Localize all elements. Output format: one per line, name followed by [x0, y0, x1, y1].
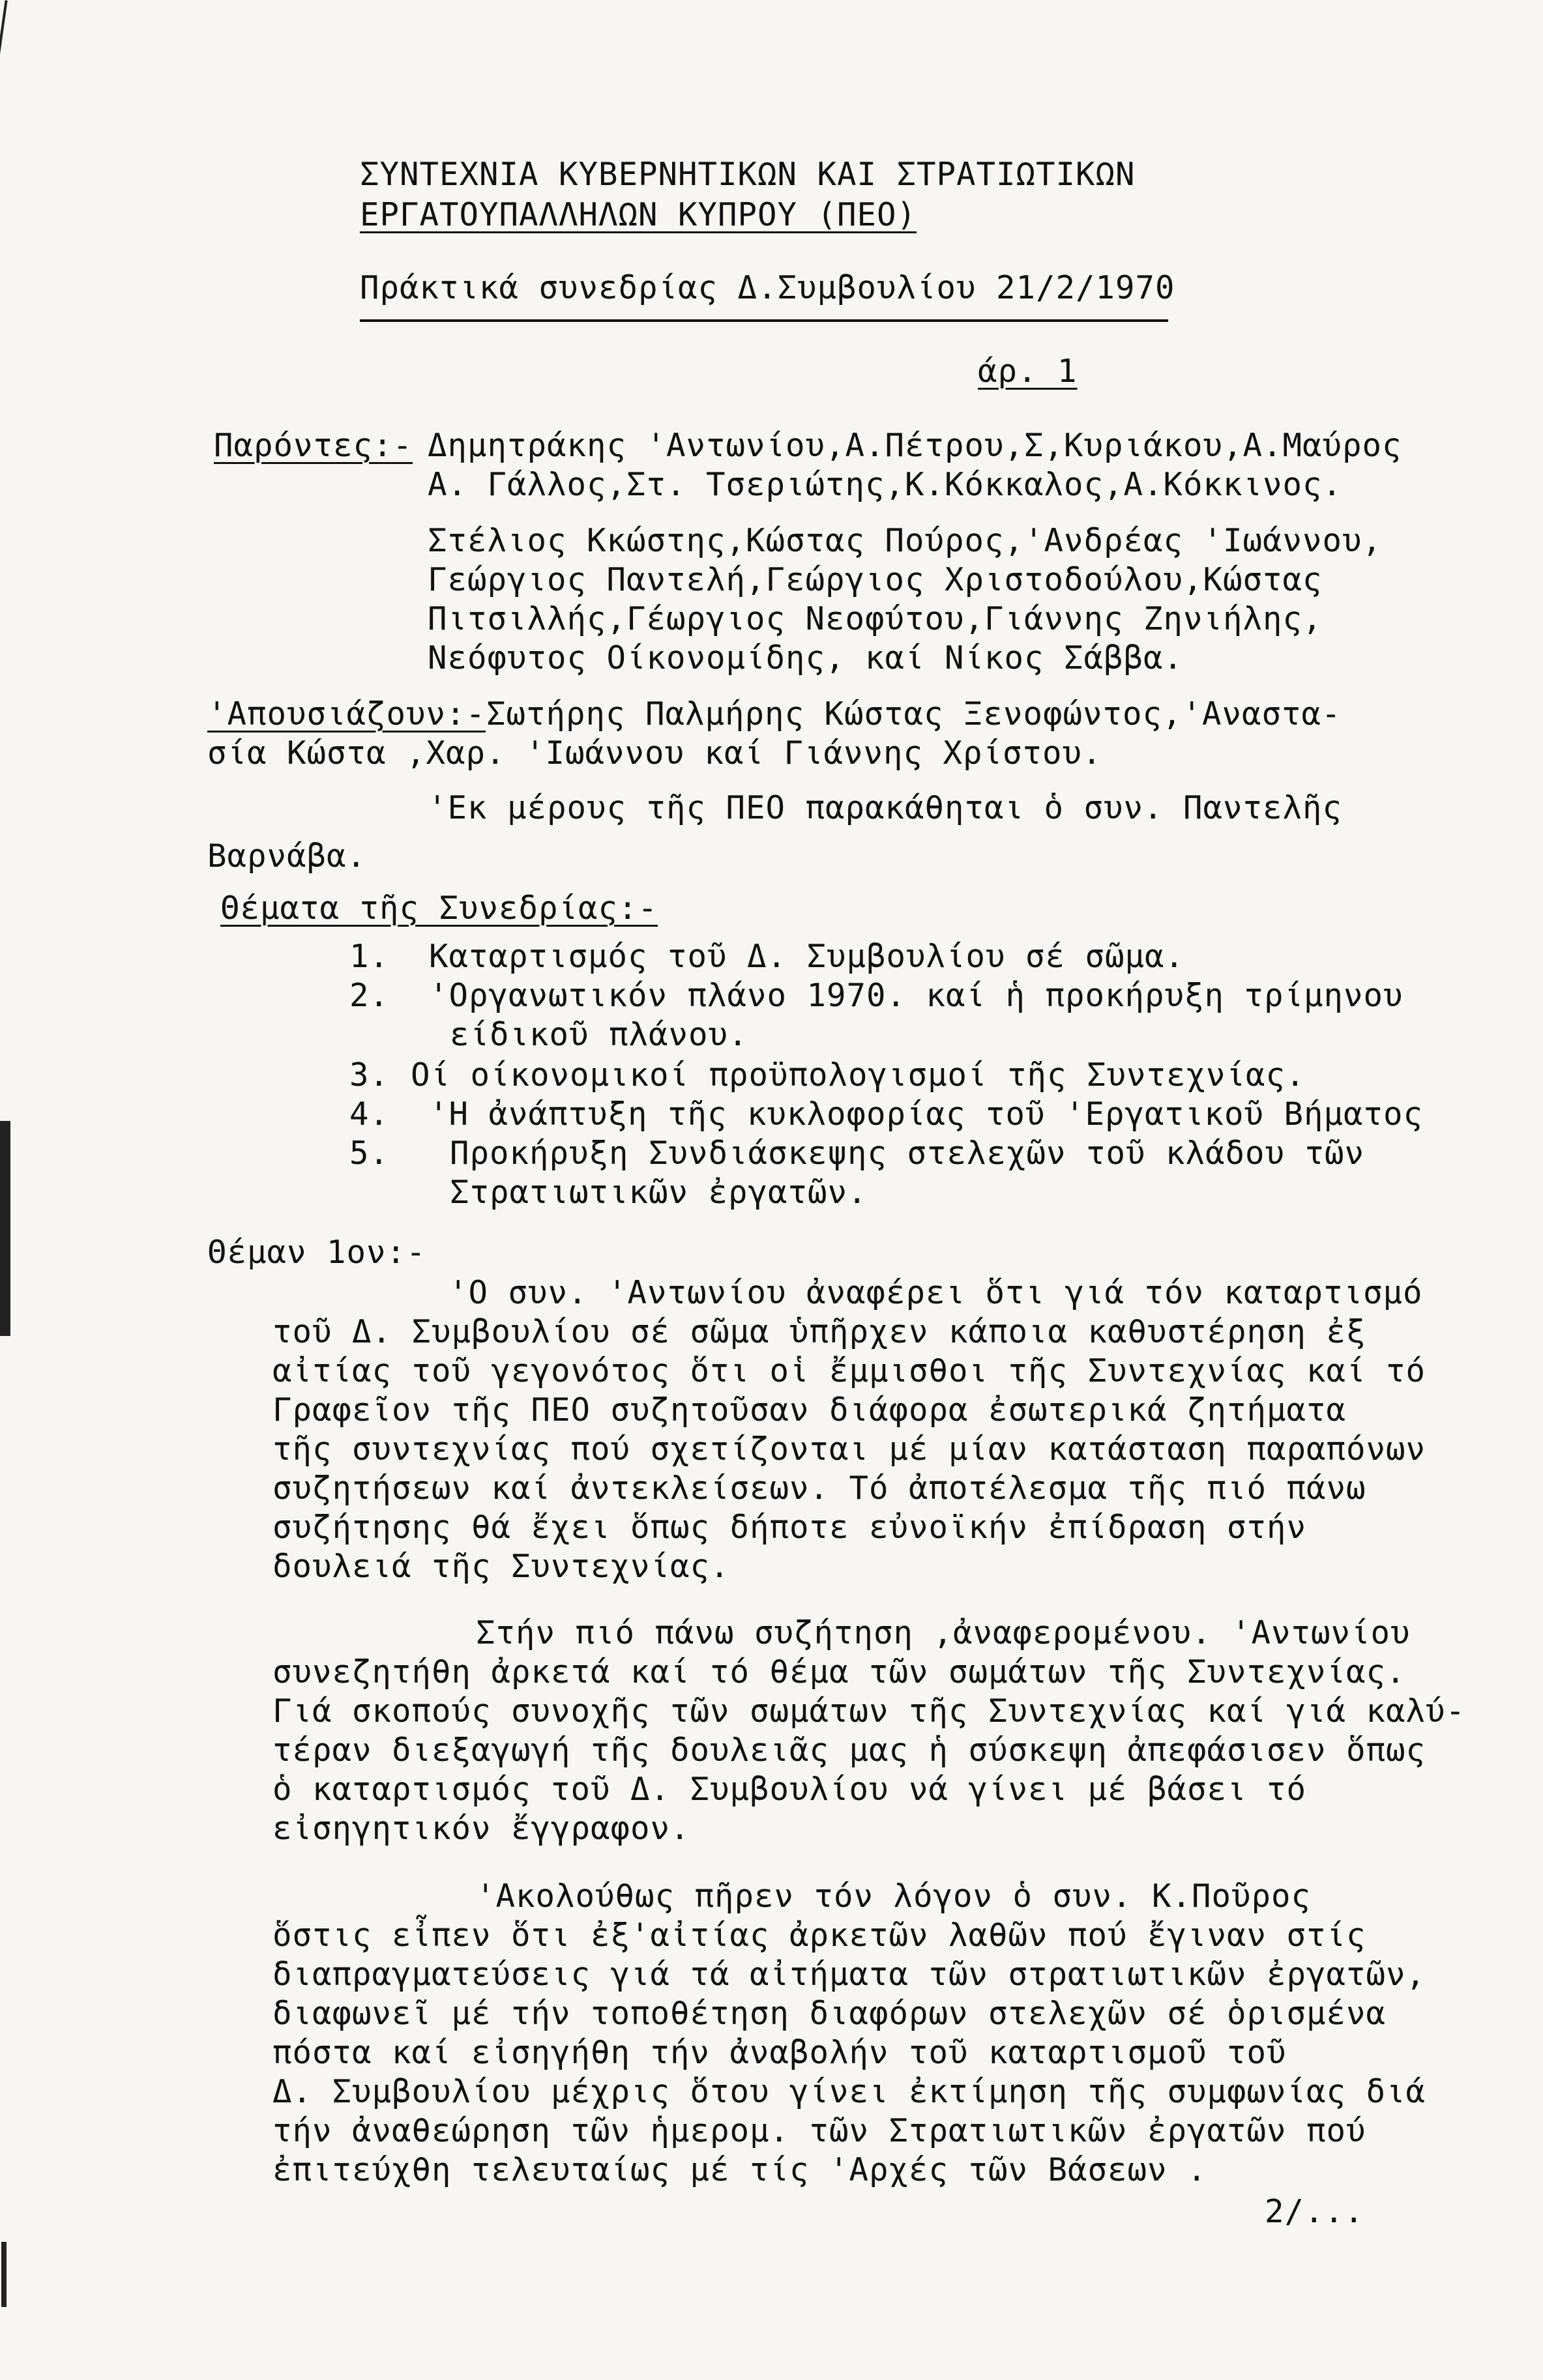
body-line: τέραν διεξαγωγή τῆς δουλειᾶς μας ἡ σύσκεψη ἀπεφάσισεν ὅπως: [272, 1732, 1426, 1769]
scan-mark: [0, 0, 8, 71]
body-line: 'Ο συν. 'Αντωνίου ἀναφέρει ὅτι γιά τόν καταρτισμό: [448, 1274, 1423, 1311]
agenda-num: 1.: [349, 938, 390, 975]
topic-label: Θέμαν 1ον:-: [207, 1234, 426, 1271]
agenda-item: Στρατιωτικῶν ἐργατῶν.: [450, 1174, 868, 1211]
agenda-num: 3.: [349, 1056, 390, 1094]
agenda-num: 4.: [349, 1096, 390, 1133]
agenda-item: Προκήρυξη Συνδιάσκεψης στελεχῶν τοῦ κλάδου τῶν: [450, 1135, 1365, 1172]
body-line: αἰτίας τοῦ γεγονότος ὅτι οἱ ἔμμισθοι τῆς Συντεχνίας καί τό: [272, 1352, 1426, 1389]
body-line: πόστα καί εἰσηγήθη τήν ἀναβολήν τοῦ καταρτισμοῦ τοῦ: [272, 2034, 1287, 2071]
agenda-num: 5.: [349, 1135, 390, 1172]
absent-line: σία Κώστα ,Χαρ. 'Ιωάννου καί Γιάννης Χρίστου.: [207, 734, 1102, 772]
body-line: συνεζητήθη ἀρκετά καί τό θέμα τῶν σωμάτων τῆς Συντεχνίας.: [272, 1653, 1406, 1691]
agenda-item: είδικοῦ πλάνου.: [450, 1016, 748, 1053]
present-line: Στέλιος Κκώστης,Κώστας Πούρος,'Ανδρέας 'Ιωάννου,: [428, 522, 1383, 559]
body-line: ὅστις εἶπεν ὅτι ἐξ'αἰτίας ἀρκετῶν λαθῶν πού ἔγιναν στίς: [272, 1917, 1366, 1954]
body-line: 'Ακολούθως πῆρεν τόν λόγον ὁ συν. Κ.Ποῦρος: [476, 1878, 1312, 1915]
body-line: διαπραγματεύσεις γιά τά αἰτήματα τῶν στρατιωτικῶν ἐργατῶν,: [272, 1956, 1426, 1993]
body-line: τῆς συντεχνίας πού σχετίζονται μέ μίαν κατάσταση παραπόνων: [272, 1430, 1426, 1468]
present-line: Νεόφυτος Οίκονομίδης, καί Νίκος Σάββα.: [428, 639, 1184, 676]
agenda-item: Οί οίκονομικοί προϋπολογισμοί τῆς Συντεχνίας.: [411, 1056, 1306, 1094]
body-line: Δ. Συμβουλίου μέχρις ὅτου γίνει ἐκτίμηση τῆς συμφωνίας διά: [272, 2073, 1426, 2110]
body-line: ὁ καταρτισμός τοῦ Δ. Συμβουλίου νά γίνει μέ βάσει τό: [272, 1771, 1307, 1808]
absent-line: Σωτήρης Παλμήρης Κώστας Ξενοφώντος,'Αναστα-: [486, 695, 1342, 733]
org-title-line2: ΕΡΓΑΤΟΥΠΑΛΛΗΛΩΝ ΚΥΠΡΟΥ (ΠΕΟ): [360, 196, 917, 233]
present-line: Δημητράκης 'Αντωνίου,Α.Πέτρου,Σ,Κυριάκου,Α.Μαύρος: [428, 427, 1402, 464]
body-line: συζητήσεων καί ἀντεκλείσεων. Τό ἀποτέλεσμα τῆς πιό πάνω: [272, 1470, 1366, 1507]
agenda-num: 2.: [349, 977, 390, 1014]
org-title-line1: ΣΥΝΤΕΧΝΙΑ ΚΥΒΕΡΝΗΤΙΚΩΝ ΚΑΙ ΣΤΡΑΤΙΩΤΙΚΩΝ: [360, 156, 1136, 193]
agenda-item: Καταρτισμός τοῦ Δ. Συμβουλίου σέ σῶμα.: [429, 938, 1185, 975]
present-line: Γεώργιος Παντελή,Γεώργιος Χριστοδούλου,Κώστας: [428, 561, 1323, 598]
body-line: διαφωνεῖ μέ τήν τοποθέτηση διαφόρων στελεχῶν σέ ὁρισμένα: [272, 1995, 1387, 2032]
body-line: εἰσηγητικόν ἔγγραφον.: [272, 1810, 690, 1847]
page-continuation: 2/...: [1265, 2193, 1364, 2230]
body-line: συζήτησης θά ἔχει ὅπως δήποτε εὐνοϊκήν ἐπίδραση στήν: [272, 1509, 1307, 1546]
agenda-label: Θέματα τῆς Συνεδρίας:-: [220, 890, 658, 927]
subtitle-rule: [360, 319, 1168, 322]
body-line: Στήν πιό πάνω συζήτηση ,ἀναφερομένου. 'Αντωνίου: [476, 1614, 1411, 1651]
agenda-item: 'Η ἀνάπτυξη τῆς κυκλοφορίας τοῦ 'Εργατικοῦ Βήματος: [429, 1096, 1424, 1133]
scan-mark: [0, 1121, 10, 1336]
present-line: Α. Γάλλος,Στ. Τσεριώτης,Κ.Κόκκαλος,Α.Κόκκινος.: [428, 466, 1343, 503]
present-line: Πιτσιλλής,Γέωργιος Νεοφύτου,Γιάννης Ζηνιήλης,: [428, 600, 1323, 637]
minutes-subtitle: Πράκτικά συνεδρίας Δ.Συμβουλίου 21/2/1970: [360, 269, 1175, 306]
body-line: τήν ἀναθεώρηση τῶν ἡμερομ. τῶν Στρατιωτικῶν ἐργατῶν πού: [272, 2112, 1366, 2149]
peo-rep-line: Βαρνάβα.: [207, 837, 367, 875]
peo-rep-line: 'Εκ μέρους τῆς ΠΕΟ παρακάθηται ὁ συν. Παντελῆς: [428, 789, 1343, 826]
absent-label: 'Απουσιάζουν:-: [207, 695, 486, 733]
body-line: Γραφεῖον τῆς ΠΕΟ συζητοῦσαν διάφορα ἐσωτερικά ζητήματα: [272, 1391, 1347, 1429]
present-label: Παρόντες:-: [214, 427, 413, 464]
document-number: άρ. 1: [978, 353, 1078, 390]
agenda-item: 'Οργανωτικόν πλάνο 1970. καί ἡ προκήρυξη τρίμηνου: [429, 977, 1403, 1014]
body-line: τοῦ Δ. Συμβουλίου σέ σῶμα ὑπῆρχεν κάποια καθυστέρηση ἐξ: [272, 1313, 1366, 1350]
body-line: δουλειά τῆς Συντεχνίας.: [272, 1548, 730, 1585]
body-line: ἐπιτεύχθη τελευταίως μέ τίς 'Αρχές τῶν Βάσεων .: [272, 2151, 1207, 2188]
body-line: Γιά σκοπούς συνοχῆς τῶν σωμάτων τῆς Συντεχνίας καί γιά καλύ-: [272, 1692, 1466, 1730]
scan-mark: [1, 2242, 7, 2307]
